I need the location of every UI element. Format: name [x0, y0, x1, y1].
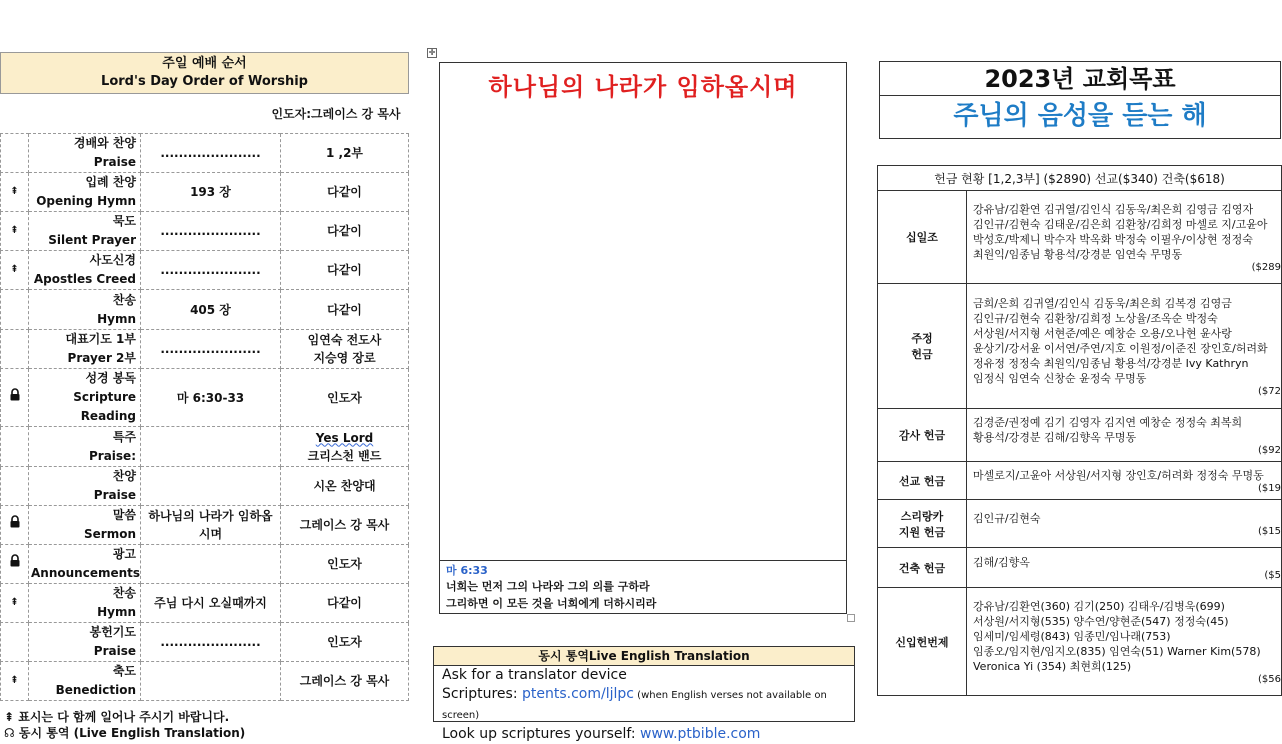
row-leader-2: 지승영 장로	[313, 351, 376, 365]
offering-amount: ($15	[1258, 526, 1282, 537]
row-leader	[281, 467, 409, 506]
church-goal-box	[879, 61, 1281, 139]
row-leader	[281, 545, 409, 584]
row-leader-1: 시온 찬양대	[313, 479, 376, 493]
row-icon	[1, 427, 29, 467]
goal-year: 2023년 교회목표	[880, 62, 1280, 96]
row-item-ko: 찬양	[112, 469, 136, 483]
row-item-ko: 찬송	[112, 586, 136, 600]
row-item-en: Opening Hymn	[36, 194, 136, 208]
offering-category: 스리랑카	[900, 509, 944, 523]
offering-names-line: 박성호/박제니 박수자 박옥화 박정숙 이필우/이상현 정정숙	[973, 233, 1253, 246]
standing-icon: ⇞	[10, 186, 19, 197]
row-leader	[281, 173, 409, 212]
offering-rows	[878, 191, 1282, 696]
row-item	[29, 212, 141, 251]
row-item	[29, 134, 141, 173]
worship-row	[1, 134, 409, 173]
verse-reference: 마 6:33	[446, 564, 488, 577]
row-icon	[1, 134, 29, 173]
row-leader	[281, 427, 409, 467]
offering-names-line: 김인규/김현숙	[973, 512, 1041, 525]
translation-header: 동시 통역Live English Translation	[434, 647, 854, 666]
offering-amount: ($56	[1258, 674, 1282, 685]
row-leader-1: 다같이	[327, 302, 362, 317]
offering-category-2: 헌금	[911, 348, 933, 361]
offering-category: 선교 헌금	[898, 474, 946, 488]
row-icon	[1, 584, 29, 623]
standing-icon: ⇞	[4, 710, 15, 724]
offering-panel	[877, 165, 1281, 696]
headset-icon: ☊	[4, 726, 15, 740]
row-item-ko: 축도	[112, 664, 136, 678]
lock-icon	[10, 515, 20, 528]
row-item-en: Praise	[93, 155, 136, 169]
worship-order-panel	[0, 52, 408, 741]
offering-category-cell	[878, 462, 967, 500]
row-item-ko: 광고	[112, 547, 136, 561]
verse-line-1: 너희는 먼저 그의 나라와 그의 의를 구하라	[446, 580, 650, 593]
row-detail: 405 장	[141, 290, 281, 330]
sermon-title: 하나님의 나라가 임하옵시며	[488, 73, 798, 101]
translation-line-3	[434, 725, 854, 744]
offering-header-row	[878, 166, 1282, 191]
row-item-en: Sermon	[84, 527, 136, 541]
resize-handle[interactable]	[847, 614, 855, 622]
row-detail: 마 6:30-33	[141, 369, 281, 427]
offering-names	[967, 462, 1282, 500]
offering-names-line: 임정식 임연숙 신창순 윤정숙 무명동	[973, 372, 1147, 385]
row-detail: 주님 다시 오실때까지	[141, 584, 281, 623]
row-item-ko: 입례 찬양	[85, 175, 136, 189]
row-item	[29, 467, 141, 506]
row-item	[29, 251, 141, 290]
offering-category: 신입헌번제	[895, 635, 949, 649]
offering-names-line: 금희/은희 김귀열/김인식 김동욱/최은희 김복경 김영금	[973, 297, 1232, 310]
offering-names-line: 임종오/임지현/임지오(835) 임연숙(51) Warner Kim(578)	[973, 645, 1261, 658]
row-detail: ......................	[141, 330, 281, 369]
verse-line-2: 그리하면 이 모든 것을 너희에게 더하시리라	[446, 597, 657, 610]
row-item-ko: 성경 봉독	[85, 371, 136, 385]
offering-names	[967, 500, 1282, 548]
row-leader-1: 다같이	[327, 224, 362, 238]
worship-row	[1, 251, 409, 290]
row-item	[29, 506, 141, 545]
offering-amount: ($72	[1258, 386, 1282, 397]
offering-names-line: 임세미/임세령(843) 임종민/임나래(753)	[973, 630, 1171, 643]
offering-row	[878, 548, 1282, 588]
row-icon	[1, 369, 29, 427]
standing-icon: ⇞	[10, 597, 19, 608]
worship-row	[1, 662, 409, 701]
row-item	[29, 427, 141, 467]
row-leader-1: 다같이	[327, 596, 362, 610]
offering-row	[878, 191, 1282, 284]
row-icon	[1, 212, 29, 251]
move-handle-icon[interactable]: ✛	[428, 48, 436, 57]
row-leader	[281, 290, 409, 330]
worship-title-en: Lord's Day Order of Worship	[101, 74, 308, 89]
translation-line-2	[434, 685, 854, 725]
row-detail: 하나님의 나라가 임하옵시며	[141, 506, 281, 545]
worship-row	[1, 290, 409, 330]
offering-names-line: 김인규/김현숙 김환창/김희정 노상율/조옥순 박정숙	[973, 312, 1218, 325]
row-item-ko: 묵도	[112, 214, 136, 228]
offering-category: 건축 헌금	[898, 561, 946, 575]
worship-leader-row	[1, 94, 409, 134]
row-item-en: Benediction	[55, 683, 136, 697]
offering-row	[878, 284, 1282, 409]
offering-names-line: Veronica Yi (354) 최현희(125)	[973, 660, 1132, 673]
offering-category-cell	[878, 409, 967, 462]
row-item-ko: 찬송	[112, 292, 136, 307]
worship-row	[1, 545, 409, 584]
verse-box	[439, 561, 847, 614]
row-leader-2: 크리스천 밴드	[307, 448, 382, 463]
offering-names-line: 윤상기/강서윤 이서연/주연/지호 이원정/이준진 장인호/허려화	[973, 342, 1268, 355]
row-item-en: Prayer 2부	[67, 351, 136, 365]
row-detail: ......................	[141, 623, 281, 662]
scriptures-link[interactable]: ptents.com/ljlpc	[522, 686, 634, 702]
row-leader	[281, 506, 409, 545]
offering-names-line: 강유남/김환연 김귀열/김인식 김동욱/최은희 김영금 김영자	[973, 203, 1254, 216]
worship-row	[1, 584, 409, 623]
offering-names-line: 서상원/서지형 서현준/예은 예창순 오용/오나현 윤사랑	[973, 327, 1232, 340]
offering-names	[967, 191, 1282, 284]
sermon-slide	[439, 62, 847, 561]
row-icon	[1, 623, 29, 662]
row-item-en: Apostles Creed	[33, 272, 136, 286]
offering-category-cell	[878, 500, 967, 548]
standing-icon: ⇞	[10, 264, 19, 275]
row-leader	[281, 662, 409, 701]
row-item-en: Hymn	[97, 605, 136, 619]
row-leader	[281, 134, 409, 173]
verse-text	[446, 578, 840, 612]
worship-row	[1, 623, 409, 662]
row-item	[29, 290, 141, 330]
row-leader-1: 다같이	[327, 263, 362, 277]
row-item-ko: 봉헌기도	[89, 625, 136, 639]
lookup-label: Look up scriptures yourself:	[442, 726, 641, 742]
row-detail: ......................	[141, 212, 281, 251]
standing-icon: ⇞	[10, 675, 19, 686]
row-icon	[1, 662, 29, 701]
offering-names-line: 정유정 정정숙 최원익/임종님 황용석/강경분 Ivy Kathryn	[973, 357, 1249, 370]
worship-title-ko: 주일 예배 순서	[162, 56, 247, 71]
standing-note-text: 표시는 다 함께 일어나 주시기 바랍니다.	[18, 710, 230, 724]
offering-names-line: 황용석/강경분 김해/김향옥 무명동	[973, 431, 1137, 444]
lock-icon	[10, 388, 20, 401]
worship-row	[1, 506, 409, 545]
offering-category-cell	[878, 588, 967, 696]
row-item-ko: 경배와 찬양	[73, 136, 136, 150]
row-item-ko: 사도신경	[89, 253, 136, 267]
row-icon	[1, 290, 29, 330]
worship-rows	[1, 134, 409, 701]
lock-icon	[10, 554, 20, 567]
offering-names-line: 서상원/서지형(535) 양수연/양현준(547) 정정숙(45)	[973, 615, 1229, 628]
standing-icon: ⇞	[10, 225, 19, 236]
row-leader	[281, 251, 409, 290]
row-item-en: Scripture Reading	[73, 390, 136, 423]
row-detail: ......................	[141, 251, 281, 290]
scriptures-note: (when English verses not available on screen)	[442, 690, 827, 721]
offering-names	[967, 409, 1282, 462]
row-item-en: Praise	[93, 644, 136, 658]
row-icon	[1, 251, 29, 290]
worship-row	[1, 467, 409, 506]
row-leader-1: 인도자	[327, 557, 362, 571]
row-item	[29, 623, 141, 662]
offering-category: 십일조	[906, 231, 938, 244]
offering-names-line: 강유남/김환연(360) 김기(250) 김태우/김병욱(699)	[973, 600, 1225, 613]
offering-names-line: 김경준/권정예 김기 김영자 김지연 예창순 정정숙 최복희	[973, 416, 1243, 429]
worship-leader: 인도자:그레이스 강 목사	[1, 94, 409, 134]
row-item-ko: 말씀	[112, 508, 136, 522]
row-leader	[281, 369, 409, 427]
row-item-en: Announcements	[31, 566, 141, 580]
row-leader	[281, 330, 409, 369]
row-item	[29, 330, 141, 369]
row-leader-1: 임연숙 전도사	[307, 333, 382, 347]
row-detail: 193 장	[141, 173, 281, 212]
offering-row	[878, 409, 1282, 462]
goal-theme: 주님의 음성을 듣는 해	[953, 101, 1207, 131]
row-leader-1: 다같이	[327, 185, 362, 199]
row-icon	[1, 330, 29, 369]
row-detail	[141, 467, 281, 506]
row-item	[29, 369, 141, 427]
scriptures-label: Scriptures:	[442, 686, 523, 702]
offering-category-cell	[878, 284, 967, 409]
worship-header	[1, 53, 409, 94]
row-leader	[281, 623, 409, 662]
row-leader-1: Yes Lord	[315, 430, 374, 445]
offering-row	[878, 500, 1282, 548]
row-icon	[1, 545, 29, 584]
row-leader-1: 1 ,2부	[325, 146, 364, 160]
translation-box	[433, 646, 855, 742]
worship-order-table	[0, 52, 409, 701]
offering-category-cell	[878, 191, 967, 284]
offering-row	[878, 462, 1282, 500]
offering-category-2: 지원 헌금	[898, 525, 946, 539]
offering-category-cell	[878, 548, 967, 588]
row-item-en: Silent Prayer	[48, 233, 136, 247]
row-leader	[281, 584, 409, 623]
offering-names-line: 김인규/김현숙 김태운/김은희 김환창/김희정 마셀로 지/고윤아	[973, 218, 1268, 231]
row-leader-1: 인도자	[327, 390, 362, 405]
row-leader-1: 그레이스 강 목사	[299, 518, 390, 532]
worship-row	[1, 369, 409, 427]
row-item	[29, 545, 141, 584]
row-icon	[1, 173, 29, 212]
row-item-ko: 대표기도 1부	[65, 332, 136, 346]
row-leader-1: 인도자	[327, 635, 362, 649]
row-icon	[1, 467, 29, 506]
offering-names	[967, 588, 1282, 696]
row-leader-1: 그레이스 강 목사	[299, 674, 390, 688]
worship-row	[1, 173, 409, 212]
translation-note-text: 동시 통역 (Live English Translation)	[18, 726, 246, 740]
row-item-en: Praise	[93, 488, 136, 502]
offering-amount: ($289	[1251, 262, 1282, 273]
row-detail	[141, 662, 281, 701]
offering-amount: ($19	[1258, 483, 1282, 494]
row-item	[29, 584, 141, 623]
worship-row	[1, 427, 409, 467]
offering-names	[967, 548, 1282, 588]
offering-names	[967, 284, 1282, 409]
ptbible-link[interactable]: www.ptbible.com	[640, 726, 761, 742]
row-item	[29, 173, 141, 212]
row-detail	[141, 545, 281, 584]
row-item	[29, 662, 141, 701]
worship-row	[1, 212, 409, 251]
offering-amount: ($5	[1264, 570, 1282, 581]
row-detail	[141, 427, 281, 467]
offering-names-line: 김해/김향옥	[973, 556, 1030, 569]
worship-notes	[0, 701, 408, 741]
row-detail: ......................	[141, 134, 281, 173]
offering-header: 헌금 현황 [1,2,3부] ($2890) 선교($340) 건축($618)	[878, 166, 1282, 191]
offering-category: 감사 헌금	[898, 429, 946, 442]
offering-table	[877, 165, 1282, 696]
worship-row	[1, 330, 409, 369]
offering-row	[878, 588, 1282, 696]
standing-note	[4, 709, 408, 725]
offering-names-line: 마셀로지/고윤아 서상원/서지형 장인호/허려화 정정숙 무명동	[973, 469, 1264, 482]
row-item-en: Hymn	[97, 311, 136, 326]
row-icon	[1, 506, 29, 545]
row-item-en: Praise:	[88, 448, 136, 463]
row-item-ko: 특주	[112, 429, 136, 444]
translation-line-1: Ask for a translator device	[442, 667, 627, 683]
offering-category: 주정	[911, 332, 933, 345]
offering-names-line: 최원익/임종님 황용석/강경분 임연숙 무명동	[973, 248, 1183, 261]
row-leader	[281, 212, 409, 251]
translation-note	[4, 725, 408, 741]
offering-amount: ($92	[1258, 445, 1282, 456]
